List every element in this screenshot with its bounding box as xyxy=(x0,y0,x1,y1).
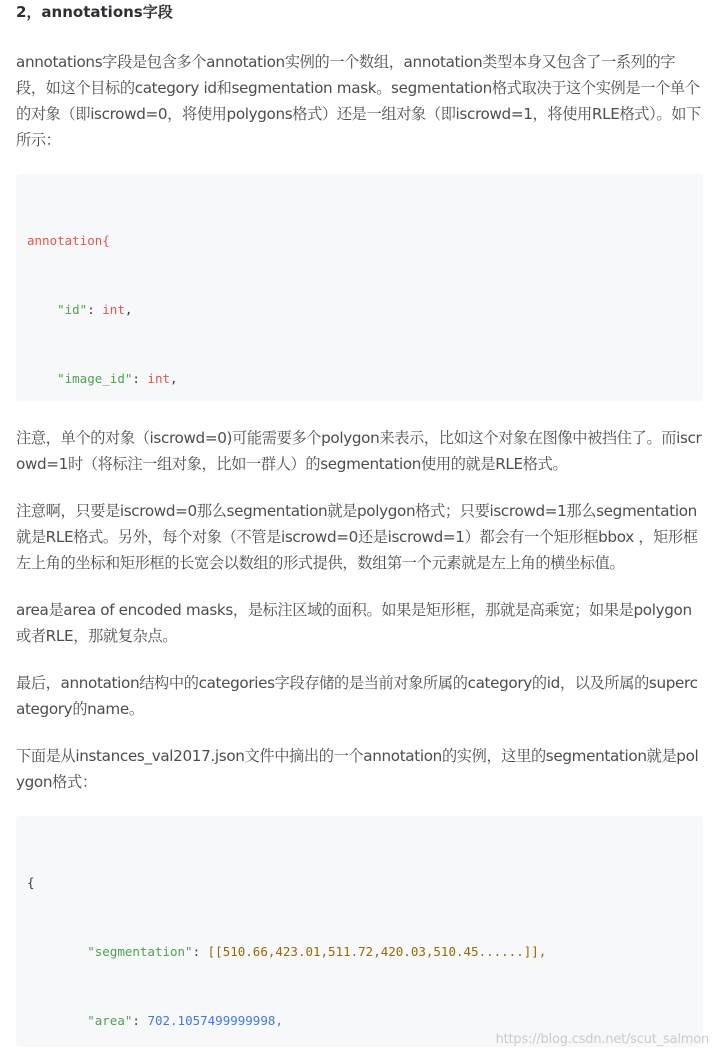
code-line: "id": int, xyxy=(57,302,133,317)
code-line: "area": 702.1057499999998, xyxy=(87,1013,283,1028)
code-line: "image_id": int, xyxy=(57,371,178,386)
paragraph-iscrowd-note: 注意，单个的对象（iscrowd=0)可能需要多个polygon来表示，比如这个对象在图像中被挡住了。而iscrowd=1时（将标注一组对象，比如一群人）的segmentation使用的就是RLE格式。 xyxy=(16,429,702,473)
code-line: "segmentation": [[510.66,423.01,511.72,420.03,510.45......]], xyxy=(87,944,547,959)
code-line: annotation{ xyxy=(27,233,110,248)
paragraph-example-intro: 下面是从instances_val2017.json文件中摘出的一个annotation的实例，这里的segmentation就是polygon格式： xyxy=(16,747,699,791)
paragraph-area-note: area是area of encoded masks，是标注区域的面积。如果是矩形框，那就是高乘宽；如果是polygon或者RLE，那就复杂点。 xyxy=(16,601,692,645)
section-heading: 2，annotations字段 xyxy=(16,3,173,21)
paragraph-annotations-intro: annotations字段是包含多个annotation实例的一个数组，annotation类型本身又包含了一系列的字段，如这个目标的category id和segmentation mask。segmentation格式取决于这个实例是一个单个的对象（即iscrowd=0，将使用polygons格式）还是一组对象（即iscrowd=1，将使用RLE格式）。如下所示： xyxy=(16,53,701,149)
code-block-annotation-schema[interactable] xyxy=(16,174,703,401)
paragraph-categories-note: 最后，annotation结构中的categories字段存储的是当前对象所属的category的id，以及所属的supercategory的name。 xyxy=(16,674,698,718)
watermark-url: https://blog.csdn.net/scut_salmon xyxy=(495,1032,709,1047)
code-line: { xyxy=(27,875,35,890)
paragraph-bbox-note: 注意啊，只要是iscrowd=0那么segmentation就是polygon格式；只要iscrowd=1那么segmentation就是RLE格式。另外，每个对象（不管是iscrowd=0还是iscrowd=1）都会有一个矩形框bbox ，矩形框左上角的坐标和矩形框的长宽会以数组的形式提供，数组第一个元素就是左上角的横坐标值。 xyxy=(16,502,698,572)
code-block-annotation-example[interactable] xyxy=(16,816,703,1047)
